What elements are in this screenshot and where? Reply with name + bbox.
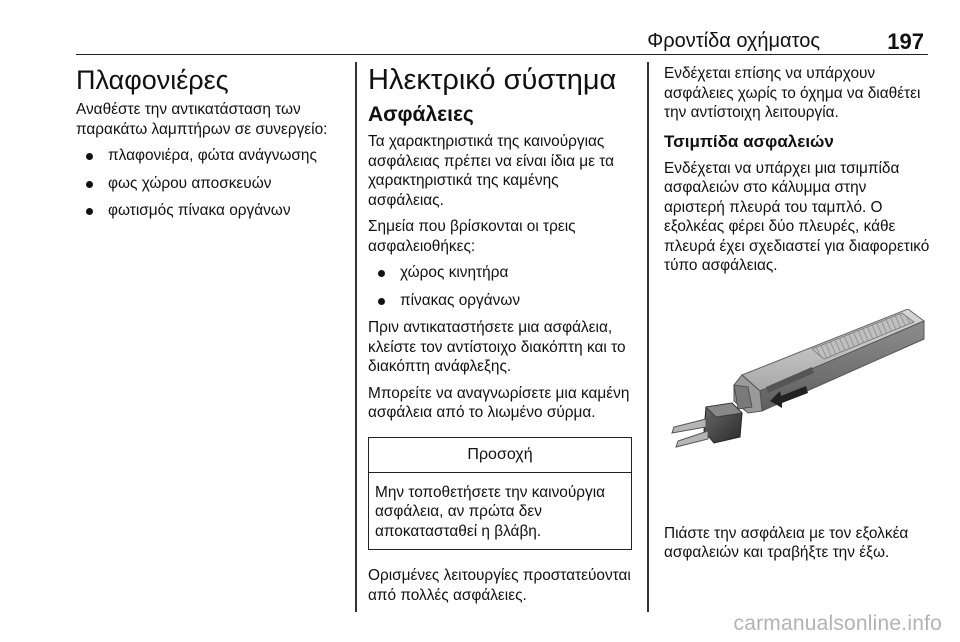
- list-item: πίνακας οργάνων: [368, 291, 634, 311]
- bulb-list: [76, 146, 346, 221]
- caution-title: Προσοχή: [369, 438, 631, 473]
- paragraph: Ενδέχεται επίσης να υπάρχουν ασφάλειες χωρίς το όχημα να διαθέτει την αντίστοιχη λειτουργία.: [664, 65, 921, 121]
- column-middle: [368, 64, 634, 612]
- watermark: carmanualsonline.info: [733, 612, 942, 635]
- page-header: [76, 28, 928, 55]
- list-item: φωτισμός πίνακα οργάνων: [76, 201, 346, 221]
- column-right: [664, 64, 930, 570]
- heading-interior-lights: Πλαφονιέρες: [76, 65, 229, 95]
- list-item: χώρος κινητήρα: [368, 263, 634, 283]
- paragraph: Πριν αντικαταστήσετε μια ασφάλεια, κλείστε τον αντίστοιχο διακόπτη και το διακόπτη ανάφλεξης.: [368, 319, 626, 375]
- paragraph: Ενδέχεται να υπάρχει μια τσιμπίδα ασφαλειών στο κάλυμμα στην αριστερή πλευρά του ταμπλό. Ο εξολκέας φέρει δύο πλευρές, κάθε πλευρά έχει σχεδιαστεί για διαφορετικό τύπο ασφάλειας.: [664, 159, 930, 274]
- intro-paragraph: Αναθέστε την αντικατάσταση των παρακάτω λαμπτήρων σε συνεργείο:: [76, 101, 328, 138]
- illustration-caption: Πιάστε την ασφάλεια με τον εξολκέα ασφαλειών και τραβήξτε την έξω.: [664, 524, 909, 561]
- fuse-extractor-illustration: [662, 309, 930, 509]
- subheading-fuses: Ασφάλειες: [368, 103, 474, 126]
- fuse-box-list: [368, 263, 634, 310]
- subheading-fuse-extractor: Τσιμπίδα ασφαλειών: [664, 131, 834, 151]
- paragraph: Σημεία που βρίσκονται οι τρεις ασφαλειοθήκες:: [368, 218, 576, 255]
- column-divider: [355, 62, 357, 612]
- page-number: 197: [887, 29, 924, 54]
- column-divider: [647, 62, 649, 612]
- paragraph: Τα χαρακτηριστικά της καινούργιας ασφάλειας πρέπει να είναι ίδια με τα χαρακτηριστικά της καμένης ασφάλειας.: [368, 133, 615, 209]
- paragraph: Ορισμένες λειτουργίες προστατεύονται από πολλές ασφάλειες.: [368, 567, 631, 604]
- section-title: Φροντίδα οχήματος: [647, 30, 820, 52]
- column-left: [76, 64, 346, 229]
- heading-electrical-system: Ηλεκτρικό σύστημα: [368, 64, 617, 96]
- list-item: πλαφονιέρα, φώτα ανάγνωσης: [76, 146, 346, 166]
- caution-text: Μην τοποθετήσετε την καινούργια ασφάλεια, αν πρώτα δεν αποκατασταθεί η βλάβη.: [375, 483, 606, 540]
- caution-box: [368, 437, 632, 551]
- list-item: φως χώρου αποσκευών: [76, 174, 346, 194]
- paragraph: Μπορείτε να αναγνωρίσετε μια καμένη ασφάλεια από το λιωμένο σύρμα.: [368, 384, 630, 421]
